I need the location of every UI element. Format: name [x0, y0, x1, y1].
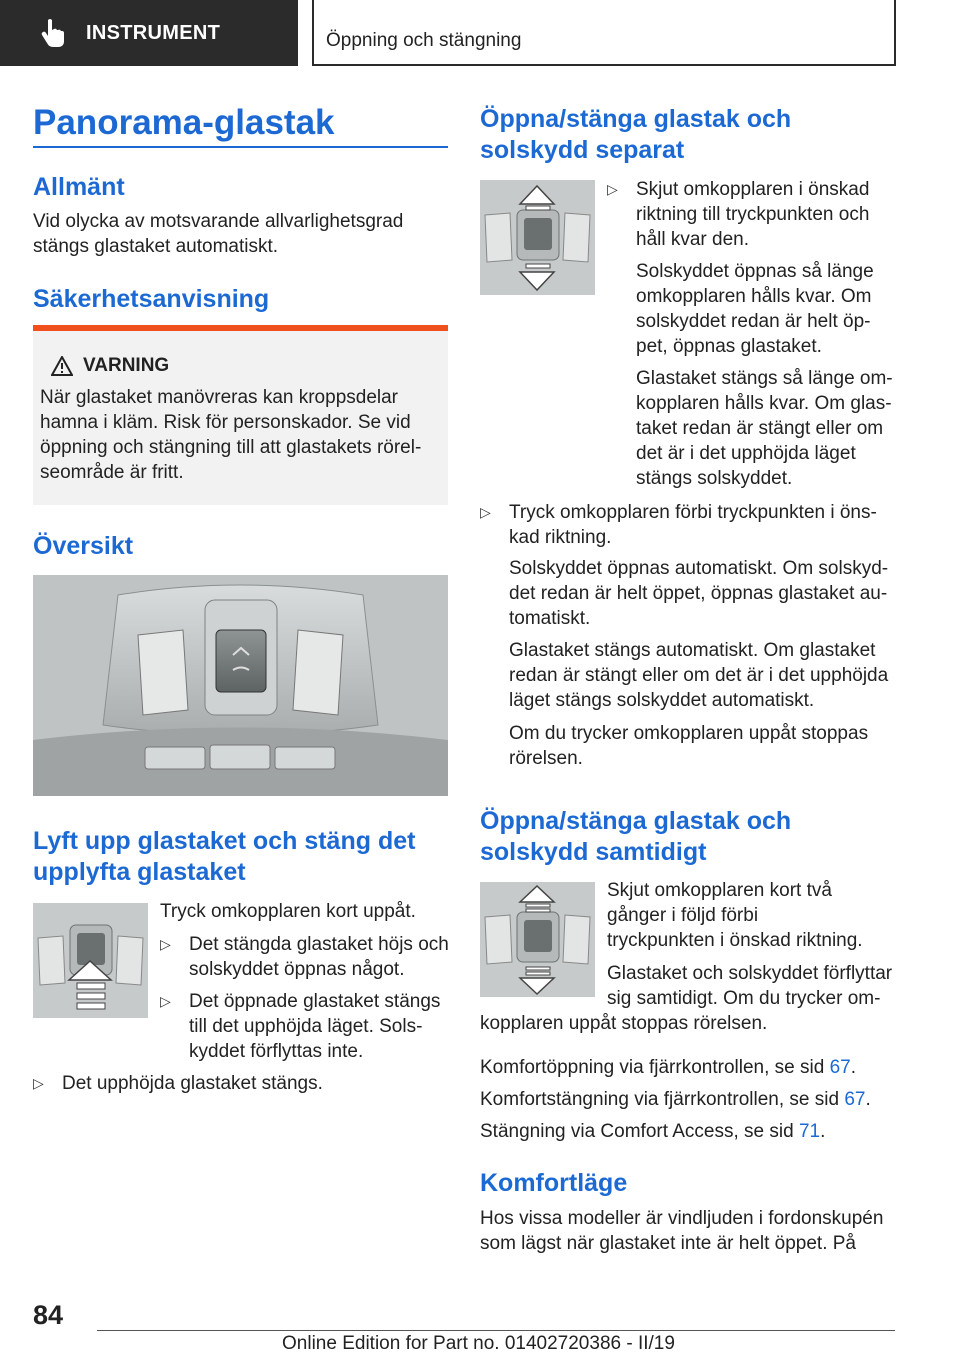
ref-comfort-open: Komfortöppning via fjärrkontrollen, se sid 67. [480, 1057, 856, 1078]
simultaneous-text2a: Glastaket och solskyddet förflyttar sig samtidigt. Om du trycker om- [607, 963, 893, 1009]
triangle-bullet-icon: ▷ [607, 181, 618, 197]
lift-bullet [160, 932, 450, 982]
page-link-71[interactable]: 71 [798, 1121, 821, 1142]
simultaneous-heading: Öppna/stänga glastak och solskydd samtidigt [480, 807, 792, 866]
lift-bullet [160, 989, 450, 1064]
warning-text: När glastaket manövreras kan kroppsdelar hamna i kläm. Risk för personskador. Se vid öppning och stängning till att glastakets rörel-seområde är fritt. [40, 387, 422, 483]
warning-box [33, 325, 448, 505]
lift-switch-image [33, 903, 148, 1018]
lift-bullet-text: Det öppnade glastaket stängs till det upphöjda läget. Sols-kyddet förflyttas inte. [189, 991, 441, 1062]
ref-comfort-access: Stängning via Comfort Access, se sid 71. [480, 1121, 826, 1142]
header-section-tab [0, 0, 298, 66]
safety-heading: Säkerhetsanvisning [33, 285, 270, 313]
separate-bullet-text: Tryck omkopplaren förbi tryckpunkten i öns-kad riktning. [509, 502, 877, 548]
warning-triangle-icon [51, 356, 73, 376]
triangle-bullet-icon: ▷ [33, 1075, 44, 1091]
lift-last-bullet-text: Det upphöjda glastaket stängs. [62, 1073, 323, 1094]
simultaneous-text1: Skjut omkopplaren kort två gånger i följd förbi tryckpunkten i önskad riktning. [607, 880, 863, 951]
ref-comfort-close: Komfortstängning via fjärrkontrollen, se sid 67. [480, 1089, 871, 1110]
separate-switch-image [480, 180, 595, 295]
allmant-heading: Allmänt [33, 173, 125, 201]
lift-last-bullet [33, 1071, 448, 1096]
simultaneous-text2b: kopplaren uppåt stoppas rörelsen. [480, 1013, 768, 1034]
ref-comfort-open-text: Komfortöppning via fjärrkontrollen, se sid [480, 1057, 830, 1078]
separate-b2-para3: Glastaket stängs automatiskt. Om glastaket redan är stängt eller om det är i det upphöjda läget stängs solskyddet automatiskt. [509, 640, 889, 711]
lift-bullet-text: Det stängda glastaket höjs och solskyddet öppnas något. [189, 934, 449, 980]
simultaneous-switch-image [480, 882, 595, 997]
title-rule [33, 146, 448, 148]
separate-b2-para2: Solskyddet öppnas automatiskt. Om solskyd-det redan är helt öppet, öppnas glastaket au-tomatiskt. [509, 558, 889, 629]
overview-switch-image [33, 575, 448, 796]
ref-comfort-access-text: Stängning via Comfort Access, se sid [480, 1121, 799, 1142]
separate-heading: Öppna/stänga glastak och solskydd separat [480, 105, 792, 164]
triangle-bullet-icon: ▷ [160, 936, 171, 952]
page-number: 84 [33, 1300, 64, 1330]
comfort-text: Hos vissa modeller är vindljuden i fordonskupén som lägst när glastaket inte är helt öppet. På [480, 1208, 884, 1254]
page-title: Panorama-glastak [33, 103, 335, 142]
overview-heading: Översikt [33, 532, 134, 560]
separate-bullet [607, 177, 897, 252]
comfort-heading: Komfortläge [480, 1169, 628, 1197]
hand-pointer-icon [40, 18, 66, 48]
section-label: INSTRUMENT [86, 21, 221, 44]
allmant-text: Vid olycka av motsvarande allvarlighetsgrad stängs glastaket automatiskt. [33, 211, 404, 257]
separate-bullet-text: Skjut omkopplaren i önskad riktning till tryckpunkten och håll kvar den. [636, 179, 870, 250]
lift-intro: Tryck omkopplaren kort uppåt. [160, 901, 416, 922]
lift-heading: Lyft upp glastaket och stäng det upplyfta glastaket [33, 827, 416, 886]
separate-b2-para4: Om du trycker omkopplaren uppåt stoppas rörelsen. [509, 723, 869, 769]
separate-b1-para3: Glastaket stängs så länge om-kopplaren hålls kvar. Om glas-taket redan är stängt eller om det är i det upphöjda läget stängs solskyddet. [636, 368, 893, 489]
ref-comfort-close-text: Komfortstängning via fjärrkontrollen, se sid [480, 1089, 845, 1110]
triangle-bullet-icon: ▷ [160, 993, 171, 1009]
chapter-title: Öppning och stängning [312, 0, 896, 66]
page-link-67[interactable]: 67 [829, 1057, 851, 1078]
page-link-67[interactable]: 67 [844, 1089, 866, 1110]
edition-footer: Online Edition for Part no. 01402720386 - II/19 [282, 1333, 675, 1354]
warning-title: VARNING [83, 355, 170, 376]
footer-rule [97, 1330, 895, 1331]
separate-bullet [480, 500, 895, 550]
triangle-bullet-icon: ▷ [480, 504, 491, 520]
separate-b1-para2: Solskyddet öppnas så länge omkopplaren hålls kvar. Om solskyddet redan är helt öp-pet, öppnas glastaket. [636, 261, 874, 357]
